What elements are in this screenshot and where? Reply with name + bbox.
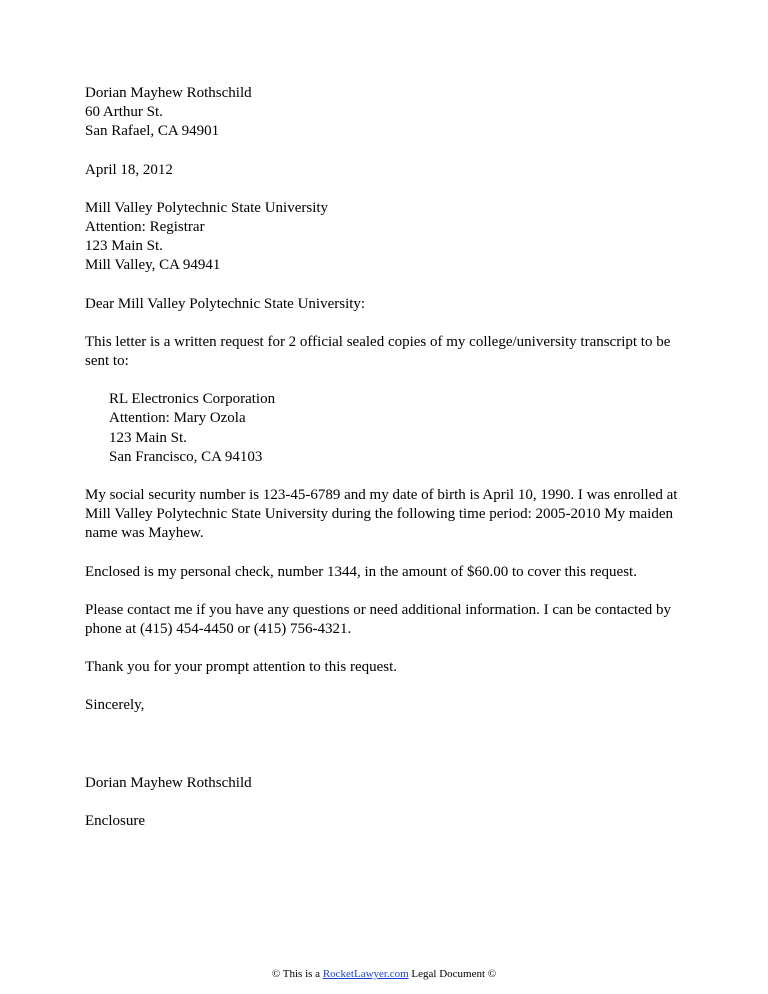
details-paragraph: My social security number is 123-45-6789 and my date of birth is April 10, 1990. I was enrolled at Mill Valley Polytechnic State University during the following time period: 2005-2010 My maiden name was Mayhew. bbox=[85, 487, 678, 542]
signature-name: Dorian Mayhew Rothschild bbox=[85, 774, 252, 791]
sender-name: Dorian Mayhew Rothschild bbox=[85, 85, 252, 101]
salutation: Dear Mill Valley Polytechnic State University: bbox=[85, 295, 366, 312]
recipient-street: 123 Main St. bbox=[85, 238, 163, 255]
thanks-paragraph: Thank you for your prompt attention to this request. bbox=[85, 659, 398, 676]
recipient-org: Mill Valley Polytechnic State University bbox=[85, 199, 329, 216]
enclosed-paragraph-block bbox=[85, 563, 685, 582]
sender-street: 60 Arthur St. bbox=[85, 104, 163, 121]
enclosure-block bbox=[85, 812, 685, 831]
signature-block bbox=[85, 774, 685, 793]
sender-address bbox=[85, 84, 685, 142]
footer bbox=[0, 967, 768, 981]
contact-paragraph: Please contact me if you have any questions or need additional information. I can be contacted by phone at (415) 454-4450 or (415) 756-4321. bbox=[85, 601, 672, 638]
recipient-attention: Attention: Registrar bbox=[85, 219, 205, 236]
send-to-address bbox=[85, 390, 685, 467]
letter-body bbox=[85, 84, 685, 831]
send-to-street: 123 Main St. bbox=[109, 429, 187, 446]
recipient-address bbox=[85, 199, 685, 276]
closing: Sincerely, bbox=[85, 697, 145, 714]
salutation-block bbox=[85, 295, 685, 314]
letter-date-block bbox=[85, 161, 685, 180]
request-paragraph: This letter is a written request for 2 official sealed copies of my college/university transcript to be sent to: bbox=[85, 333, 671, 370]
footer-link[interactable]: RocketLawyer.com bbox=[322, 968, 409, 980]
request-paragraph-block bbox=[85, 333, 685, 371]
footer-suffix: Legal Document © bbox=[411, 968, 497, 980]
thanks-paragraph-block bbox=[85, 658, 685, 677]
contact-paragraph-block bbox=[85, 601, 685, 639]
recipient-city-state-zip: Mill Valley, CA 94941 bbox=[85, 257, 221, 274]
footer-prefix: © This is a bbox=[271, 968, 321, 980]
letter-date: April 18, 2012 bbox=[85, 161, 173, 178]
send-to-city-state-zip: San Francisco, CA 94103 bbox=[109, 448, 263, 465]
sender-city-state-zip: San Rafael, CA 94901 bbox=[85, 123, 220, 140]
closing-block bbox=[85, 696, 685, 715]
details-paragraph-block bbox=[85, 486, 685, 544]
enclosed-paragraph: Enclosed is my personal check, number 1344, in the amount of $60.00 to cover this request. bbox=[85, 563, 637, 580]
send-to-attention: Attention: Mary Ozola bbox=[109, 410, 246, 427]
send-to-org: RL Electronics Corporation bbox=[109, 391, 276, 408]
enclosure-note: Enclosure bbox=[85, 812, 145, 829]
